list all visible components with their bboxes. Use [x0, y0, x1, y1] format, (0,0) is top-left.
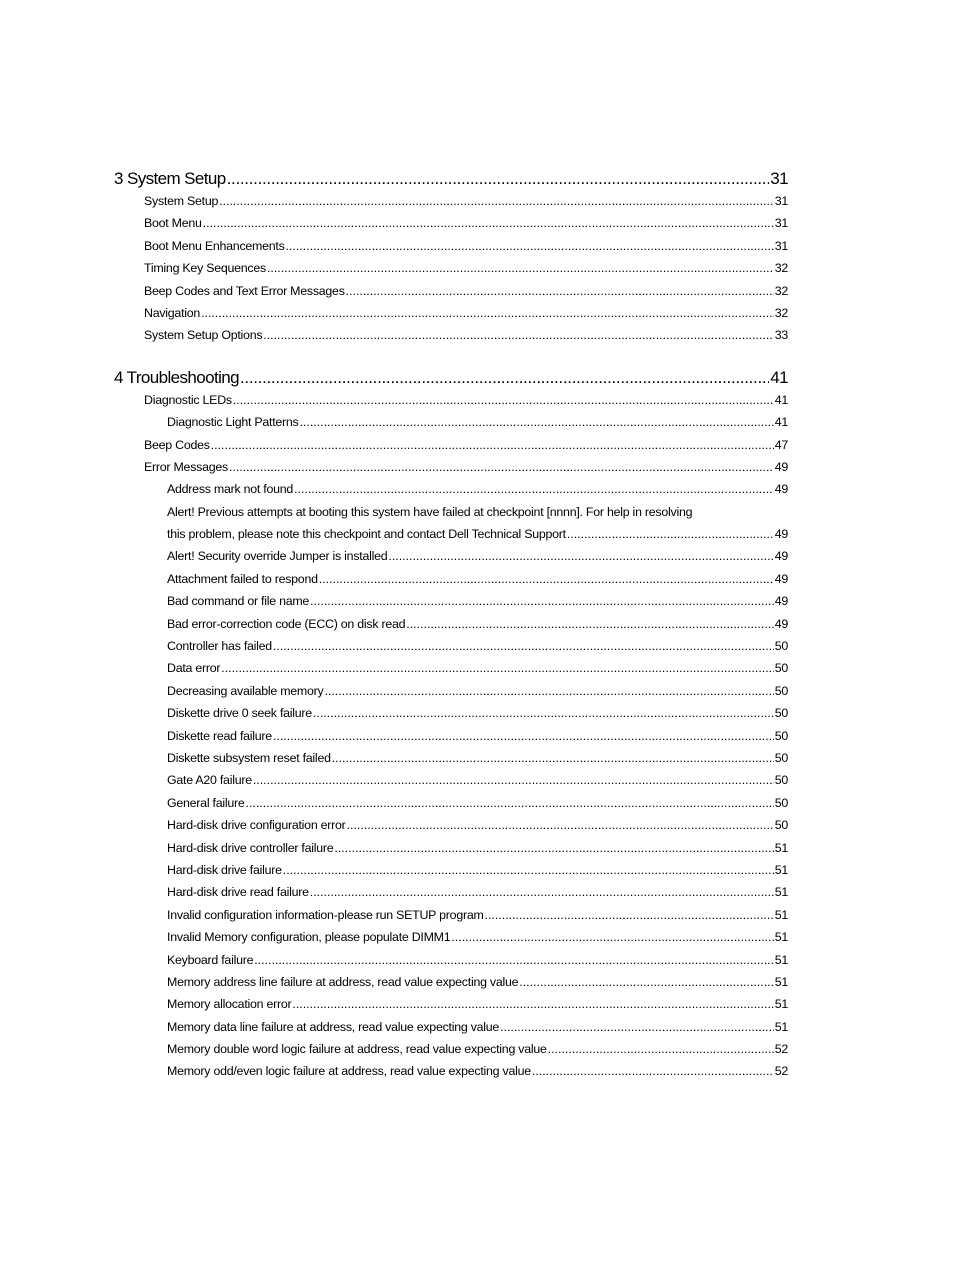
toc-entry[interactable] [114, 1038, 788, 1060]
dot-leader [219, 190, 774, 212]
dot-leader [519, 971, 773, 993]
entry-title: Diagnostic Light Patterns [167, 415, 299, 430]
entry-title: Memory data line failure at address, read value expecting value [167, 1019, 500, 1034]
dot-leader [254, 949, 773, 971]
entry-title: Hard-disk drive controller failure [167, 840, 334, 855]
entry-page-number: 31 [774, 194, 788, 208]
chapter-title: 3 System Setup [114, 169, 226, 188]
entry-title: Diskette read failure [167, 728, 272, 743]
entry-page-number: 49 [774, 594, 788, 609]
toc-entry[interactable] [114, 702, 788, 724]
toc-entry[interactable] [114, 1060, 788, 1082]
dot-leader [313, 702, 774, 724]
error-messages-list [114, 545, 788, 1082]
entry-page-number: 51 [774, 974, 788, 989]
entry-page-number: 33 [774, 328, 788, 343]
entry-page-number: 50 [774, 750, 788, 765]
entry-title: Attachment failed to respond [167, 571, 318, 586]
entry-page-number: 32 [774, 305, 788, 320]
toc-entry[interactable] [114, 949, 788, 971]
entry-page-number: 49 [774, 616, 788, 631]
toc-chapter-troubleshooting[interactable] [114, 367, 788, 389]
toc-entry[interactable] [114, 257, 788, 279]
dot-leader [310, 590, 774, 612]
dot-leader [233, 389, 774, 411]
entry-title: Diagnostic LEDs [144, 392, 232, 407]
toc-entry[interactable] [114, 568, 788, 590]
dot-leader [273, 635, 774, 657]
toc-entry[interactable] [114, 235, 788, 257]
dot-leader [267, 257, 774, 279]
toc-entry[interactable] [114, 814, 788, 836]
dot-leader [246, 792, 774, 814]
toc-entry[interactable] [114, 971, 788, 993]
toc-entry[interactable] [114, 926, 788, 948]
entry-title: Beep Codes [144, 437, 210, 452]
dot-leader [346, 280, 774, 302]
dot-leader [286, 235, 774, 257]
toc-entry[interactable] [114, 280, 788, 302]
entry-title: Hard-disk drive failure [167, 862, 282, 877]
entry-title: Address mark not found [167, 482, 294, 497]
entry-title: Invalid Memory configuration, please populate DIMM1 [167, 930, 451, 945]
dot-leader [334, 837, 773, 859]
entry-title: Error Messages [144, 459, 228, 474]
toc-entry[interactable] [114, 680, 788, 702]
entry-title: Keyboard failure [167, 952, 254, 967]
entry-page-number: 51 [774, 840, 788, 855]
entry-page-number: 50 [774, 683, 788, 698]
table-of-contents [114, 168, 788, 1083]
dot-leader [500, 1016, 774, 1038]
toc-entry-diagnostic-light-patterns[interactable] [114, 411, 788, 433]
dot-leader [406, 613, 773, 635]
dot-leader [203, 212, 774, 234]
entry-title: Hard-disk drive read failure [167, 885, 309, 900]
entry-page-number: 50 [774, 818, 788, 833]
entry-title: Timing Key Sequences [144, 261, 266, 276]
toc-entry[interactable] [114, 1016, 788, 1038]
entry-title: Memory odd/even logic failure at address, read value expecting value [167, 1064, 531, 1079]
dot-leader [548, 1038, 774, 1060]
entry-title: Boot Menu Enhancements [144, 238, 285, 253]
toc-entry[interactable] [114, 881, 788, 903]
toc-entry[interactable] [114, 635, 788, 657]
chapter-gap [114, 347, 788, 367]
entry-page-number: 49 [774, 482, 788, 497]
toc-entry[interactable] [114, 769, 788, 791]
dot-leader [332, 747, 774, 769]
dot-leader [201, 302, 774, 324]
toc-entry-alert-line2[interactable] [114, 523, 788, 545]
entry-page-number: 52 [774, 1064, 788, 1079]
entry-title: Memory allocation error [167, 997, 292, 1012]
entry-title: Alert! Security override Jumper is installed [167, 549, 388, 564]
toc-entry[interactable] [114, 545, 788, 567]
toc-entry-address-mark[interactable] [114, 478, 788, 500]
dot-leader [532, 1060, 774, 1082]
dot-leader [310, 881, 774, 903]
dot-leader [263, 324, 773, 346]
entry-page-number: 50 [774, 795, 788, 810]
entry-page-number: 50 [774, 728, 788, 743]
toc-entry[interactable] [114, 792, 788, 814]
entry-page-number: 49 [774, 527, 788, 542]
entry-title: Boot Menu [144, 216, 202, 231]
chapter-page-number: 41 [770, 367, 788, 387]
entry-page-number: 51 [774, 862, 788, 877]
entry-page-number: 49 [774, 571, 788, 586]
dot-leader [294, 478, 774, 500]
entry-title: this problem, please note this checkpoint and contact Dell Technical Support [167, 527, 566, 542]
entry-title: System Setup [144, 194, 219, 208]
entry-title: System Setup Options [144, 328, 263, 343]
dot-leader [253, 769, 774, 791]
chapter-title: 4 Troubleshooting [114, 367, 239, 387]
toc-entry-alert-line1[interactable]: Alert! Previous attempts at booting this system have failed at checkpoint [nnnn]. For help in resolving [167, 504, 693, 519]
toc-entry[interactable] [114, 613, 788, 635]
entry-title: Invalid configuration information-please run SETUP program [167, 907, 484, 922]
entry-page-number: 31 [774, 238, 788, 253]
toc-entry[interactable] [114, 212, 788, 234]
dot-leader [227, 168, 770, 190]
toc-entry[interactable] [114, 837, 788, 859]
dot-leader [324, 680, 773, 702]
dot-leader [300, 411, 774, 433]
dot-leader [229, 456, 774, 478]
dot-leader [283, 859, 774, 881]
toc-entry[interactable] [114, 904, 788, 926]
entry-title: Diskette drive 0 seek failure [167, 706, 312, 721]
entry-title: Gate A20 failure [167, 773, 252, 788]
dot-leader [211, 434, 774, 456]
dot-leader [240, 367, 769, 389]
entry-page-number: 52 [774, 1042, 788, 1057]
toc-entry[interactable] [114, 590, 788, 612]
dot-leader [347, 814, 774, 836]
entry-page-number: 32 [774, 261, 788, 276]
entry-title: Diskette subsystem reset failed [167, 750, 331, 765]
entry-page-number: 47 [774, 437, 788, 452]
entry-page-number: 41 [774, 392, 788, 407]
entry-page-number: 31 [774, 216, 788, 231]
entry-title: Navigation [144, 305, 201, 320]
toc-entry[interactable] [114, 747, 788, 769]
entry-page-number: 51 [774, 907, 788, 922]
toc-entry[interactable] [114, 859, 788, 881]
entry-title: Hard-disk drive configuration error [167, 818, 346, 833]
dot-leader [292, 993, 773, 1015]
toc-entry-error-messages[interactable] [114, 456, 788, 478]
entry-page-number: 49 [774, 549, 788, 564]
toc-entry[interactable] [114, 190, 788, 212]
entry-title: Beep Codes and Text Error Messages [144, 283, 345, 298]
dot-leader [319, 568, 774, 590]
entry-page-number: 50 [774, 639, 788, 654]
toc-entry[interactable] [114, 302, 788, 324]
toc-entry-diagnostic-leds[interactable] [114, 389, 788, 411]
dot-leader [388, 545, 773, 567]
entry-page-number: 32 [774, 283, 788, 298]
entry-page-number: 51 [774, 1019, 788, 1034]
entry-page-number: 51 [774, 930, 788, 945]
entry-page-number: 51 [774, 997, 788, 1012]
toc-entry[interactable] [114, 993, 788, 1015]
dot-leader [273, 725, 774, 747]
entry-page-number: 50 [774, 661, 788, 676]
dot-leader [485, 904, 774, 926]
entry-title: General failure [167, 795, 245, 810]
dot-leader [221, 657, 773, 679]
toc-entry[interactable] [114, 657, 788, 679]
entry-page-number: 49 [774, 459, 788, 474]
toc-entry-beep-codes[interactable] [114, 434, 788, 456]
toc-entry[interactable] [114, 324, 788, 346]
entry-title: Memory address line failure at address, read value expecting value [167, 974, 519, 989]
entry-title: Bad error-correction code (ECC) on disk read [167, 616, 406, 631]
entry-page-number: 51 [774, 885, 788, 900]
entry-title: Decreasing available memory [167, 683, 324, 698]
dot-leader [451, 926, 773, 948]
dot-leader [567, 523, 774, 545]
entry-page-number: 41 [774, 415, 788, 430]
entry-title: Bad command or file name [167, 594, 310, 609]
toc-entry[interactable] [114, 725, 788, 747]
entry-title: Memory double word logic failure at address, read value expecting value [167, 1042, 547, 1057]
entry-page-number: 50 [774, 773, 788, 788]
entry-page-number: 51 [774, 952, 788, 967]
entry-page-number: 50 [774, 706, 788, 721]
entry-title: Data error [167, 661, 221, 676]
toc-chapter-system-setup[interactable] [114, 168, 788, 190]
entry-title: Controller has failed [167, 639, 272, 654]
chapter-page-number: 31 [770, 169, 788, 188]
